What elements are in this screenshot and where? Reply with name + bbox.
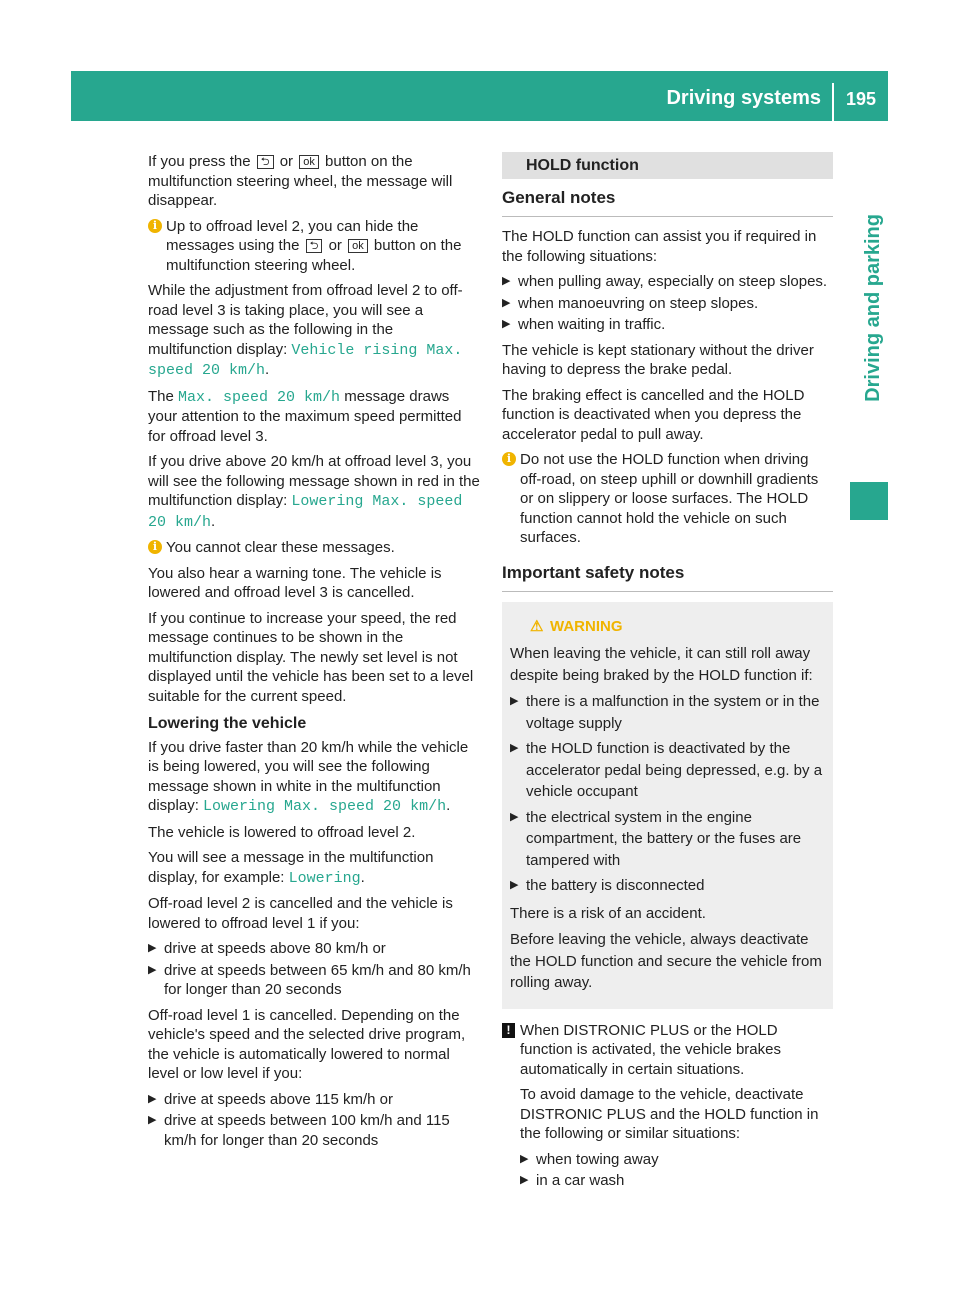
paragraph: Before leaving the vehicle, always deactivate the HOLD function and secure the vehicle from rolling away.	[510, 931, 822, 991]
text: there is a malfunction in the system or in the voltage supply	[526, 693, 820, 732]
info-note	[148, 217, 480, 276]
text: While the adjustment from offroad level 2 to off-road level 3 is taking place, you will see a message such as the following in the multifunction display:	[148, 282, 463, 358]
text: .	[211, 512, 216, 530]
paragraph: When DISTRONIC PLUS or the HOLD function is activated, the vehicle brakes automatically in certain situations.	[520, 1021, 781, 1078]
text: .	[360, 868, 365, 886]
text: the electrical system in the engine compartment, the battery or the fuses are tampered with	[526, 808, 802, 869]
damage-note	[502, 1021, 833, 1191]
display-message: Max. speed 20 km/h	[178, 388, 341, 406]
back-button-symbol: ⮌	[257, 155, 274, 169]
bullet-icon: ▶	[520, 1174, 529, 1186]
ok-button-symbol: ok	[348, 239, 368, 253]
side-tab-label: Driving and parking	[862, 214, 884, 402]
right-column	[502, 152, 833, 1197]
paragraph	[148, 387, 480, 447]
text: or	[279, 153, 294, 170]
side-marker	[850, 482, 888, 520]
paragraph: The braking effect is cancelled and the HOLD function is deactivated when you depress the accelerator pedal to pull away.	[502, 386, 805, 443]
text: WARNING	[550, 617, 623, 635]
text: when waiting in traffic.	[518, 316, 666, 333]
side-tab	[847, 214, 888, 464]
bullet-icon: ▶	[510, 695, 519, 707]
display-message: Lowering	[288, 869, 361, 887]
text: or	[328, 237, 342, 254]
list-item	[510, 738, 825, 803]
paragraph	[148, 152, 480, 211]
info-note	[148, 538, 480, 558]
list-item	[520, 1171, 833, 1191]
bullet-icon: ▶	[148, 1114, 157, 1126]
bullet-icon: ▶	[510, 742, 519, 754]
info-icon: i	[148, 540, 162, 554]
heading-safety-notes: Important safety notes	[502, 562, 833, 592]
ok-button-symbol: ok	[299, 155, 319, 169]
bullet-list	[510, 691, 825, 897]
warning-triangle-icon: ⚠	[530, 617, 544, 635]
paragraph	[148, 738, 480, 817]
exclamation-icon: !	[502, 1023, 515, 1038]
list-item	[510, 691, 825, 734]
text: button on the multifunction steering wheel, the message will disappear.	[148, 153, 453, 209]
text: Do not use the HOLD function when driving off-road, on steep uphill or downhill gradients or on slippery or loose surfaces. The HOLD function cannot hold the vehicle on such surfaces.	[520, 451, 819, 546]
subheading-lowering: Lowering the vehicle	[148, 715, 307, 732]
text: drive at speeds between 65 km/h and 80 km/h for longer than 20 seconds	[164, 961, 471, 998]
back-button-symbol: ⮌	[306, 239, 323, 253]
list-item	[510, 875, 825, 897]
paragraph: The HOLD function can assist you if required in the following situations:	[502, 228, 817, 265]
paragraph: To avoid damage to the vehicle, deactivate DISTRONIC PLUS and the HOLD function in the following or similar situations:	[520, 1086, 819, 1142]
paragraph: You also hear a warning tone. The vehicle is lowered and offroad level 3 is cancelled.	[148, 564, 442, 601]
text: when pulling away, especially on steep slopes.	[518, 273, 828, 290]
text: You cannot clear these messages.	[166, 539, 395, 556]
text: button on the multifunction steering wheel.	[166, 237, 462, 274]
text: message draws your attention to the maximum speed permitted for offroad level 3.	[148, 387, 462, 445]
page-number: 195	[845, 89, 876, 109]
heading-general-notes: General notes	[502, 187, 833, 217]
list-item	[502, 272, 833, 292]
display-message: Lowering Max. speed 20 km/h	[148, 493, 463, 531]
paragraph: Off-road level 1 is cancelled. Depending on the vehicle's speed and the selected drive program, the vehicle is automatically lowered to normal level or low level if you:	[148, 1006, 466, 1082]
text: drive at speeds between 100 km/h and 115 km/h for longer than 20 seconds	[164, 1112, 450, 1149]
paragraph: The vehicle is kept stationary without the driver having to depress the brake pedal.	[502, 341, 814, 378]
info-note	[502, 450, 833, 548]
text: in a car wash	[536, 1172, 625, 1189]
header-bar	[71, 71, 888, 121]
info-icon: i	[502, 452, 516, 466]
list-item	[510, 807, 825, 872]
bullet-list	[502, 272, 833, 335]
bullet-list	[148, 1090, 480, 1151]
bullet-icon: ▶	[510, 810, 519, 823]
text: the HOLD function is deactivated by the accelerator pedal being depressed, e.g. by a vehicle occupant	[526, 740, 823, 800]
list-item	[502, 315, 833, 335]
list-item	[148, 961, 480, 1000]
bullet-icon: ▶	[520, 1152, 529, 1165]
paragraph	[148, 281, 480, 381]
bullet-list	[148, 939, 480, 1000]
bullet-icon: ▶	[502, 275, 511, 287]
paragraph	[148, 452, 480, 532]
bullet-icon: ▶	[148, 963, 157, 976]
text: .	[265, 361, 270, 378]
paragraph	[148, 848, 480, 888]
paragraph: The vehicle is lowered to offroad level 2.	[148, 823, 416, 841]
list-item	[148, 1090, 480, 1110]
text: If you press the	[148, 153, 251, 170]
text: Up to offroad level 2, you can hide the messages using the	[166, 217, 419, 254]
bullet-icon: ▶	[502, 318, 511, 330]
paragraph: Off-road level 2 is cancelled and the vehicle is lowered to offroad level 1 if you:	[148, 895, 453, 932]
warning-box	[502, 602, 833, 1009]
header-separator	[832, 83, 834, 121]
paragraph: There is a risk of an accident.	[510, 904, 706, 922]
text: If you drive above 20 km/h at offroad level 3, you will see the following message shown in red in the multifunction display:	[148, 453, 480, 509]
paragraph: When leaving the vehicle, it can still roll away despite being braked by the HOLD function if:	[510, 645, 813, 684]
text: If you drive faster than 20 km/h while the vehicle is being lowered, you will see the following message shown in white in the multifunction display:	[148, 738, 469, 814]
text: .	[446, 797, 451, 814]
bullet-icon: ▶	[148, 1092, 157, 1105]
left-column	[148, 152, 480, 1156]
display-message: Vehicle rising Max. speed 20 km/h	[148, 341, 463, 379]
text: when manoeuvring on steep slopes.	[518, 294, 759, 312]
list-item	[520, 1150, 833, 1170]
bullet-icon: ▶	[148, 942, 157, 954]
text: drive at speeds above 80 km/h or	[164, 940, 386, 957]
list-item	[148, 939, 480, 959]
bullet-icon: ▶	[510, 879, 519, 891]
text: the battery is disconnected	[526, 877, 705, 894]
display-message: Lowering Max. speed 20 km/h	[203, 798, 447, 815]
text: You will see a message in the multifunction display, for example:	[148, 849, 434, 886]
chapter-title: Driving systems	[666, 87, 821, 109]
bullet-icon: ▶	[502, 296, 511, 309]
bullet-list	[520, 1150, 833, 1191]
warning-title	[530, 616, 825, 638]
text: when towing away	[536, 1150, 659, 1168]
info-icon: i	[148, 219, 162, 233]
section-title-hold: HOLD function	[502, 152, 833, 179]
text: drive at speeds above 115 km/h or	[164, 1090, 394, 1108]
list-item	[502, 294, 833, 314]
list-item	[148, 1111, 480, 1150]
paragraph: If you continue to increase your speed, the red message continues to be shown in the multifunction display. The newly set level is not displayed until the vehicle has been set to a level suitable for the current speed.	[148, 609, 474, 705]
text: The	[148, 387, 174, 405]
